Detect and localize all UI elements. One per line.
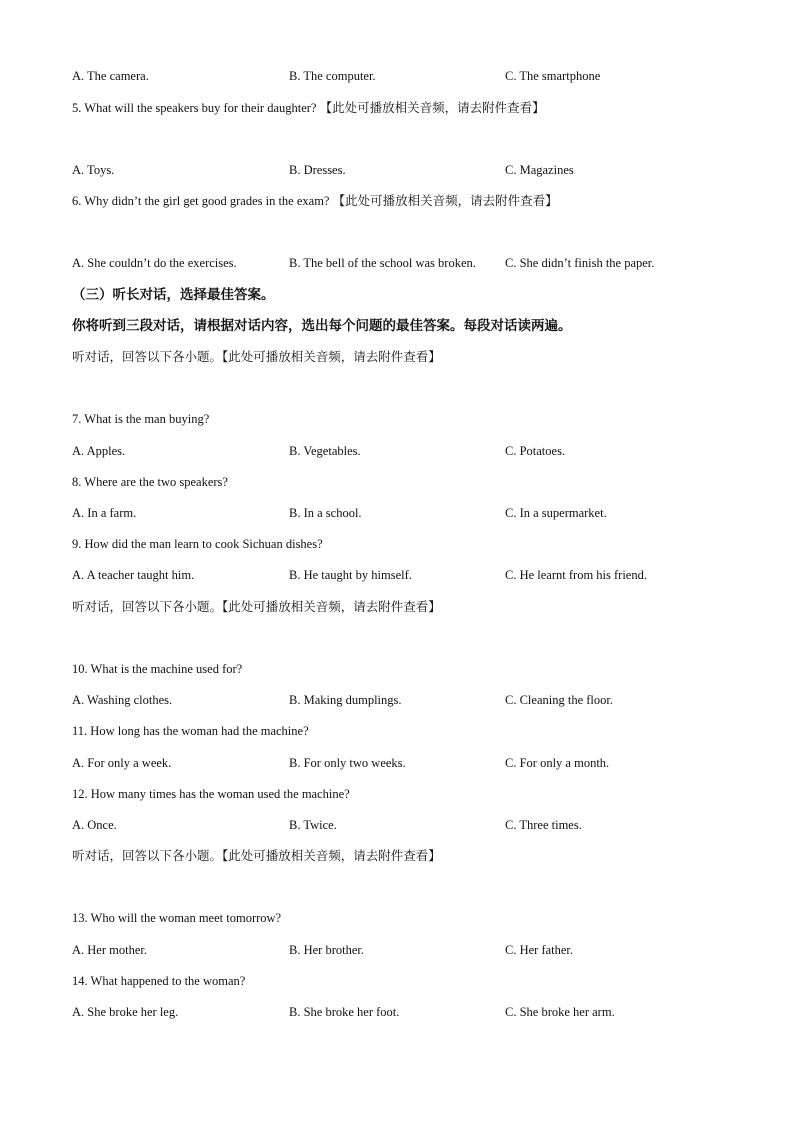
q14-option-c: C. She broke her arm. xyxy=(505,1005,615,1019)
q13-option-b: B. Her brother. xyxy=(289,943,364,957)
q14-question: 14. What happened to the woman? xyxy=(72,974,246,988)
q13-option-c: C. Her father. xyxy=(505,943,574,957)
q5-question: 5. What will the speakers buy for their daughter? 【此处可播放相关音频，请去附件查看】 xyxy=(72,101,545,115)
q10-question: 10. What is the machine used for? xyxy=(72,662,243,676)
audio-prompt: 听对话，回答以下各小题。【此处可播放相关音频，请去附件查看】 xyxy=(72,600,441,614)
q9-option-c: C. He learnt from his friend. xyxy=(505,568,647,582)
q8-question: 8. Where are the two speakers? xyxy=(72,475,228,489)
q6-option-b: B. The bell of the school was broken. xyxy=(289,256,476,270)
section-instructions: 你将听到三段对话，请根据对话内容，选出每个问题的最佳答案。每段对话读两遍。 xyxy=(72,318,572,333)
q4-option-a: A. The camera. xyxy=(72,69,149,83)
q8-option-c: C. In a supermarket. xyxy=(505,506,607,520)
audio-prompt: 听对话，回答以下各小题。【此处可播放相关音频，请去附件查看】 xyxy=(72,849,441,863)
q5-option-a: A. Toys. xyxy=(72,163,115,177)
q9-option-a: A. A teacher taught him. xyxy=(72,568,195,582)
q11-option-c: C. For only a month. xyxy=(505,756,610,770)
q6-question: 6. Why didn’t the girl get good grades in the exam? 【此处可播放相关音频，请去附件查看】 xyxy=(72,194,558,208)
q7-option-b: B. Vegetables. xyxy=(289,444,361,458)
q12-option-b: B. Twice. xyxy=(289,818,337,832)
q4-option-b: B. The computer. xyxy=(289,69,376,83)
q5-option-b: B. Dresses. xyxy=(289,163,346,177)
q9-option-b: B. He taught by himself. xyxy=(289,568,412,582)
q8-option-b: B. In a school. xyxy=(289,506,362,520)
q11-option-b: B. For only two weeks. xyxy=(289,756,406,770)
q11-option-a: A. For only a week. xyxy=(72,756,172,770)
q12-question: 12. How many times has the woman used the machine? xyxy=(72,787,350,801)
audio-prompt: 听对话，回答以下各小题。【此处可播放相关音频，请去附件查看】 xyxy=(72,350,441,364)
q7-question: 7. What is the man buying? xyxy=(72,412,210,426)
q5-option-c: C. Magazines xyxy=(505,163,574,177)
q7-option-a: A. Apples. xyxy=(72,444,126,458)
q12-option-c: C. Three times. xyxy=(505,818,582,832)
q11-question: 11. How long has the woman had the machine? xyxy=(72,724,309,738)
section-title: （三）听长对话，选择最佳答案。 xyxy=(72,287,275,302)
q8-option-a: A. In a farm. xyxy=(72,506,137,520)
q10-option-b: B. Making dumplings. xyxy=(289,693,402,707)
q13-option-a: A. Her mother. xyxy=(72,943,147,957)
q4-option-c: C. The smartphone xyxy=(505,69,601,83)
q14-option-a: A. She broke her leg. xyxy=(72,1005,179,1019)
q9-question: 9. How did the man learn to cook Sichuan dishes? xyxy=(72,537,323,551)
q7-option-c: C. Potatoes. xyxy=(505,444,566,458)
q12-option-a: A. Once. xyxy=(72,818,117,832)
q10-option-c: C. Cleaning the floor. xyxy=(505,693,613,707)
q14-option-b: B. She broke her foot. xyxy=(289,1005,400,1019)
q13-question: 13. Who will the woman meet tomorrow? xyxy=(72,911,282,925)
q6-option-c: C. She didn’t finish the paper. xyxy=(505,256,655,270)
q10-option-a: A. Washing clothes. xyxy=(72,693,173,707)
q6-option-a: A. She couldn’t do the exercises. xyxy=(72,256,237,270)
